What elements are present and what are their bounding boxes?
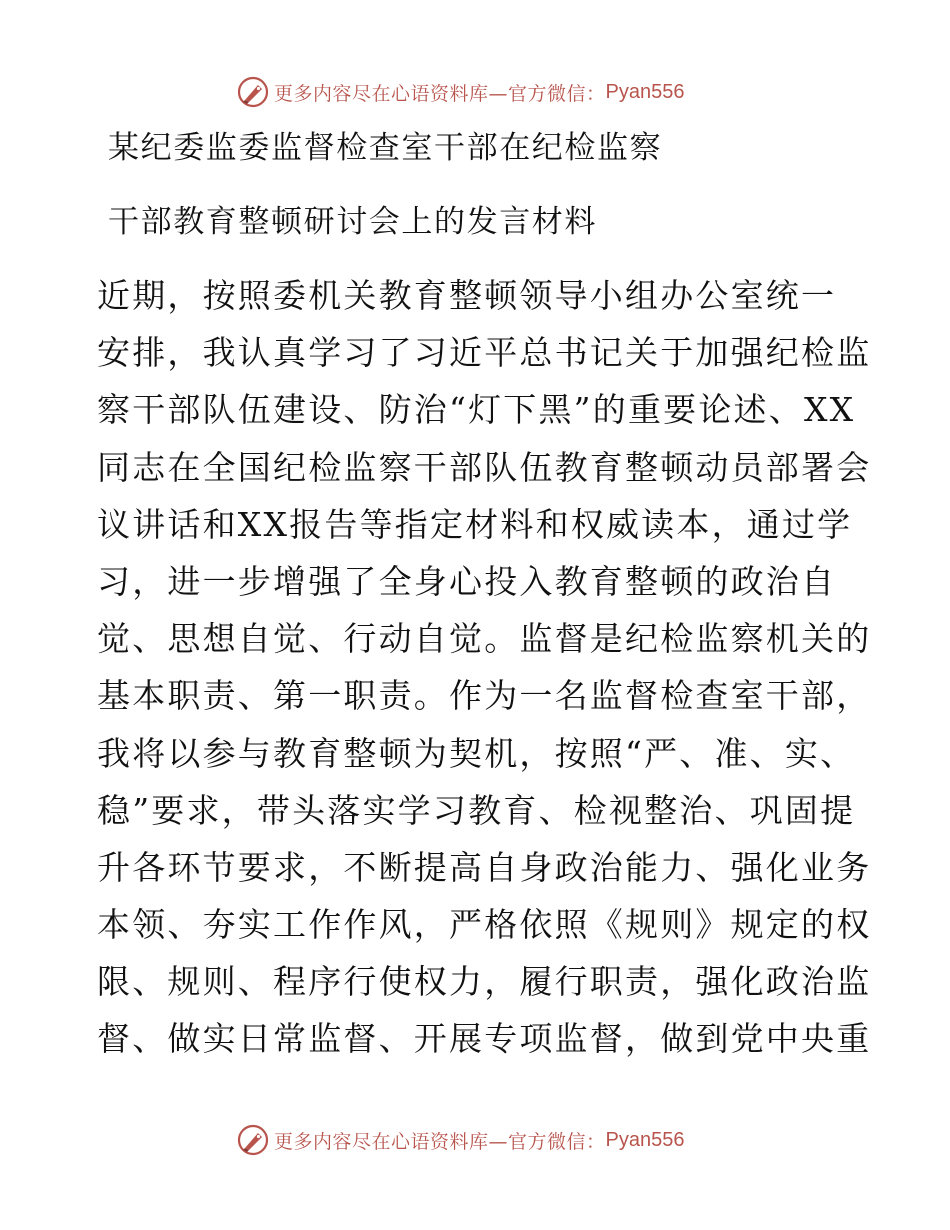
body-line: 习，进一步增强了全身心投入教育整顿的政治自 [97, 561, 837, 601]
body-paragraph [97, 274, 872, 1075]
body-line: 议讲话和XX报告等指定材料和权威读本，通过学 [97, 504, 853, 544]
document-title-line-2: 干部教育整顿研讨会上的发言材料 [108, 204, 597, 240]
body-line: 本领、夯实工作作风，严格依照《规则》规定的权 [97, 905, 872, 945]
pen-nib-logo-icon [236, 1123, 270, 1157]
body-line: 察干部队伍建设、防治“灯下黑”的重要论述、XX [97, 390, 856, 430]
watermark-wechat-id: Pyan556 [605, 1128, 685, 1151]
pen-nib-logo-icon [236, 75, 270, 109]
body-line: 近期，按照委机关教育整顿领导小组办公室统一 [97, 276, 837, 315]
body-line: 限、规则、程序行使权力，履行职责，强化政治监 [97, 962, 872, 1002]
watermark-header [236, 74, 684, 110]
body-line: 我将以参与教育整顿为契机，按照“严、准、实、 [97, 733, 856, 773]
body-line: 升各环节要求，不断提高自身政治能力、强化业务 [97, 847, 872, 887]
body-line: 基本职责、第一职责。作为一名监督检查室干部， [97, 676, 872, 716]
watermark-wechat-id: Pyan556 [605, 80, 685, 103]
document-title-line-1: 某纪委监委监督检查室干部在纪检监察 [108, 130, 663, 166]
watermark-text: 更多内容尽在心语资料库—官方微信： [274, 1130, 606, 1153]
body-line: 觉、思想自觉、行动自觉。监督是纪检监察机关的 [97, 619, 872, 659]
body-line: 同志在全国纪检监察干部队伍教育整顿动员部署会 [97, 447, 872, 487]
watermark-text: 更多内容尽在心语资料库—官方微信： [274, 82, 606, 105]
body-line: 稳”要求，带头落实学习教育、检视整治、巩固提 [97, 790, 856, 830]
watermark-footer [236, 1122, 684, 1158]
body-line: 安排，我认真学习了习近平总书记关于加强纪检监 [97, 333, 872, 373]
body-line: 督、做实日常监督、开展专项监督，做到党中央重 [97, 1019, 872, 1059]
